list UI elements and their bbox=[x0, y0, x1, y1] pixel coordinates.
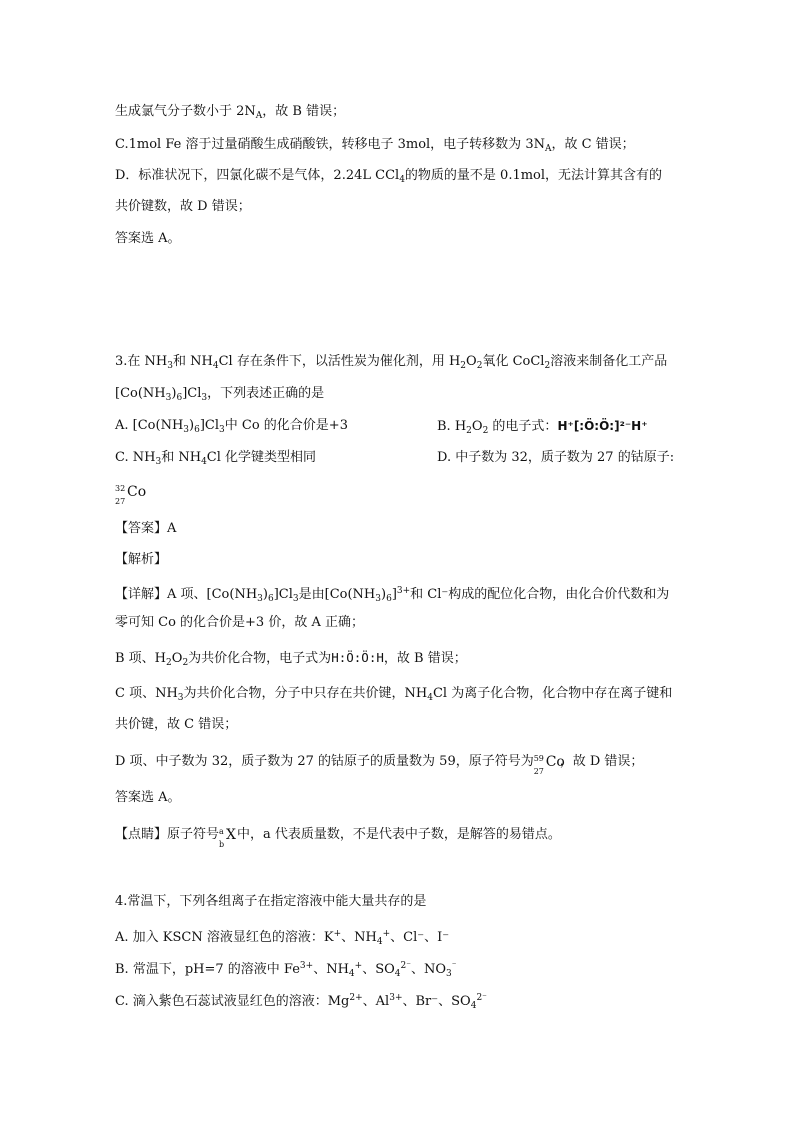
q3-detail-line-1: 【详解】A 项、$[Co(NH_3)_6]Cl_3$是由$[Co(NH_3)_6]^{3+}$和 Cl⁻构成的配位化合物，由化合价代数和为 bbox=[115, 586, 670, 604]
q3-detail-line-6: D 项、中子数为 32，质子数为 27 的钴原子的质量数为 59，原子符号为 59 27 Co ，故 D 错误； bbox=[115, 754, 644, 776]
q4-option-c: C. 滴入紫色石蕊试液显红色的溶液：$Mg^{2+}$、$Al^{3+}$、Br⁻、$SO_4^{2^-}$ bbox=[115, 993, 487, 1011]
q3-option-a: A. $[Co(NH_3)_6]Cl_3$中 Co 的化合价是+3 bbox=[115, 418, 348, 435]
peroxide-electron-formula: H⁺[:Ö:Ö:]²⁻H⁺ bbox=[557, 419, 648, 433]
q4-stem: 4.常温下，下列各组离子在指定溶液中能大量共存的是 bbox=[115, 894, 427, 909]
q4-option-a: A. 加入 KSCN 溶液显红色的溶液：K+、$NH_4^+$、Cl⁻、I⁻ bbox=[115, 929, 450, 947]
q3-tip-line: 【点睛】原子符号 a b X 中，a 代表质量数，不是代表中子数，是解答的易错点。 bbox=[115, 827, 561, 849]
prev-explanation-line-1: 生成氯气分子数小于 $2N_A$，故 B 错误； bbox=[115, 104, 346, 121]
q3-answer: 【答案】A bbox=[115, 521, 177, 536]
q3-detail-line-3: B 项、$H_2O_2$为共价化合物，电子式为H:Ö:Ö:H，故 B 错误； bbox=[115, 650, 467, 668]
q3-option-d: D. 中子数为 32，质子数为 27 的钴原子: bbox=[437, 450, 675, 465]
cobalt-59-nuclide-symbol: 59 27 Co bbox=[533, 754, 565, 776]
prev-explanation-line-4: 共价键数，故 D 错误； bbox=[115, 199, 251, 214]
generic-nuclide-symbol: a b X bbox=[219, 827, 236, 849]
q3-options-row-1 bbox=[115, 417, 734, 435]
q3-detail-line-7: 答案选 A。 bbox=[115, 790, 181, 805]
q3-options-row-2 bbox=[115, 449, 734, 467]
q3-stem-line-2: $[Co(NH_3)_6]Cl_3$，下列表述正确的是 bbox=[115, 386, 325, 403]
q4-option-b: B. 常温下，pH=7 的溶液中 $Fe^{3+}$、$NH_4^+$、$SO_4^{2^-}$、$NO_3^{^-}$ bbox=[115, 961, 457, 979]
prev-explanation-line-3: D．标准状况下，四氯化碳不是气体，2.24L CCl$_4$的物质的量不是 0.1mol，无法计算其含有的 bbox=[115, 168, 663, 185]
q3-detail-line-4: C 项、$NH_3$为共价化合物，分子中只存在共价键，$NH_4Cl$ 为离子化合物，化合物中存在离子键和 bbox=[115, 686, 673, 703]
q3-option-d-nuclide bbox=[115, 483, 734, 506]
q3-detail-line-2: 零可知 Co 的化合价是+3 价，故 A 正确； bbox=[115, 615, 364, 630]
q3-analysis-heading: 【解析】 bbox=[115, 552, 168, 567]
q3-option-c: C. $NH_3$和 $NH_4Cl$ 化学键类型相同 bbox=[115, 450, 317, 467]
prev-explanation-line-2: C.1mol Fe 溶于过量硝酸生成硝酸铁，转移电子 3mol，电子转移数为 $3N_A$，故 C 错误； bbox=[115, 137, 635, 154]
prev-answer-line: 答案选 A。 bbox=[115, 231, 181, 246]
q3-stem-line-1: 3.在 $NH_3$和 $NH_4Cl$ 存在条件下，以活性炭为催化剂，用 $H_2O_2$氧化 CoCl$_2$溶液来制备化工产品 bbox=[115, 354, 668, 371]
q3-detail-line-5: 共价键，故 C 错误； bbox=[115, 717, 238, 732]
q3-option-b: B. $H_2O_2$ 的电子式：H⁺[:Ö:Ö:]²⁻H⁺ bbox=[437, 419, 648, 436]
h2o2-electron-formula: H:Ö:Ö:H bbox=[331, 650, 384, 665]
cobalt-32-nuclide-symbol: 32 27 Co bbox=[115, 484, 147, 506]
